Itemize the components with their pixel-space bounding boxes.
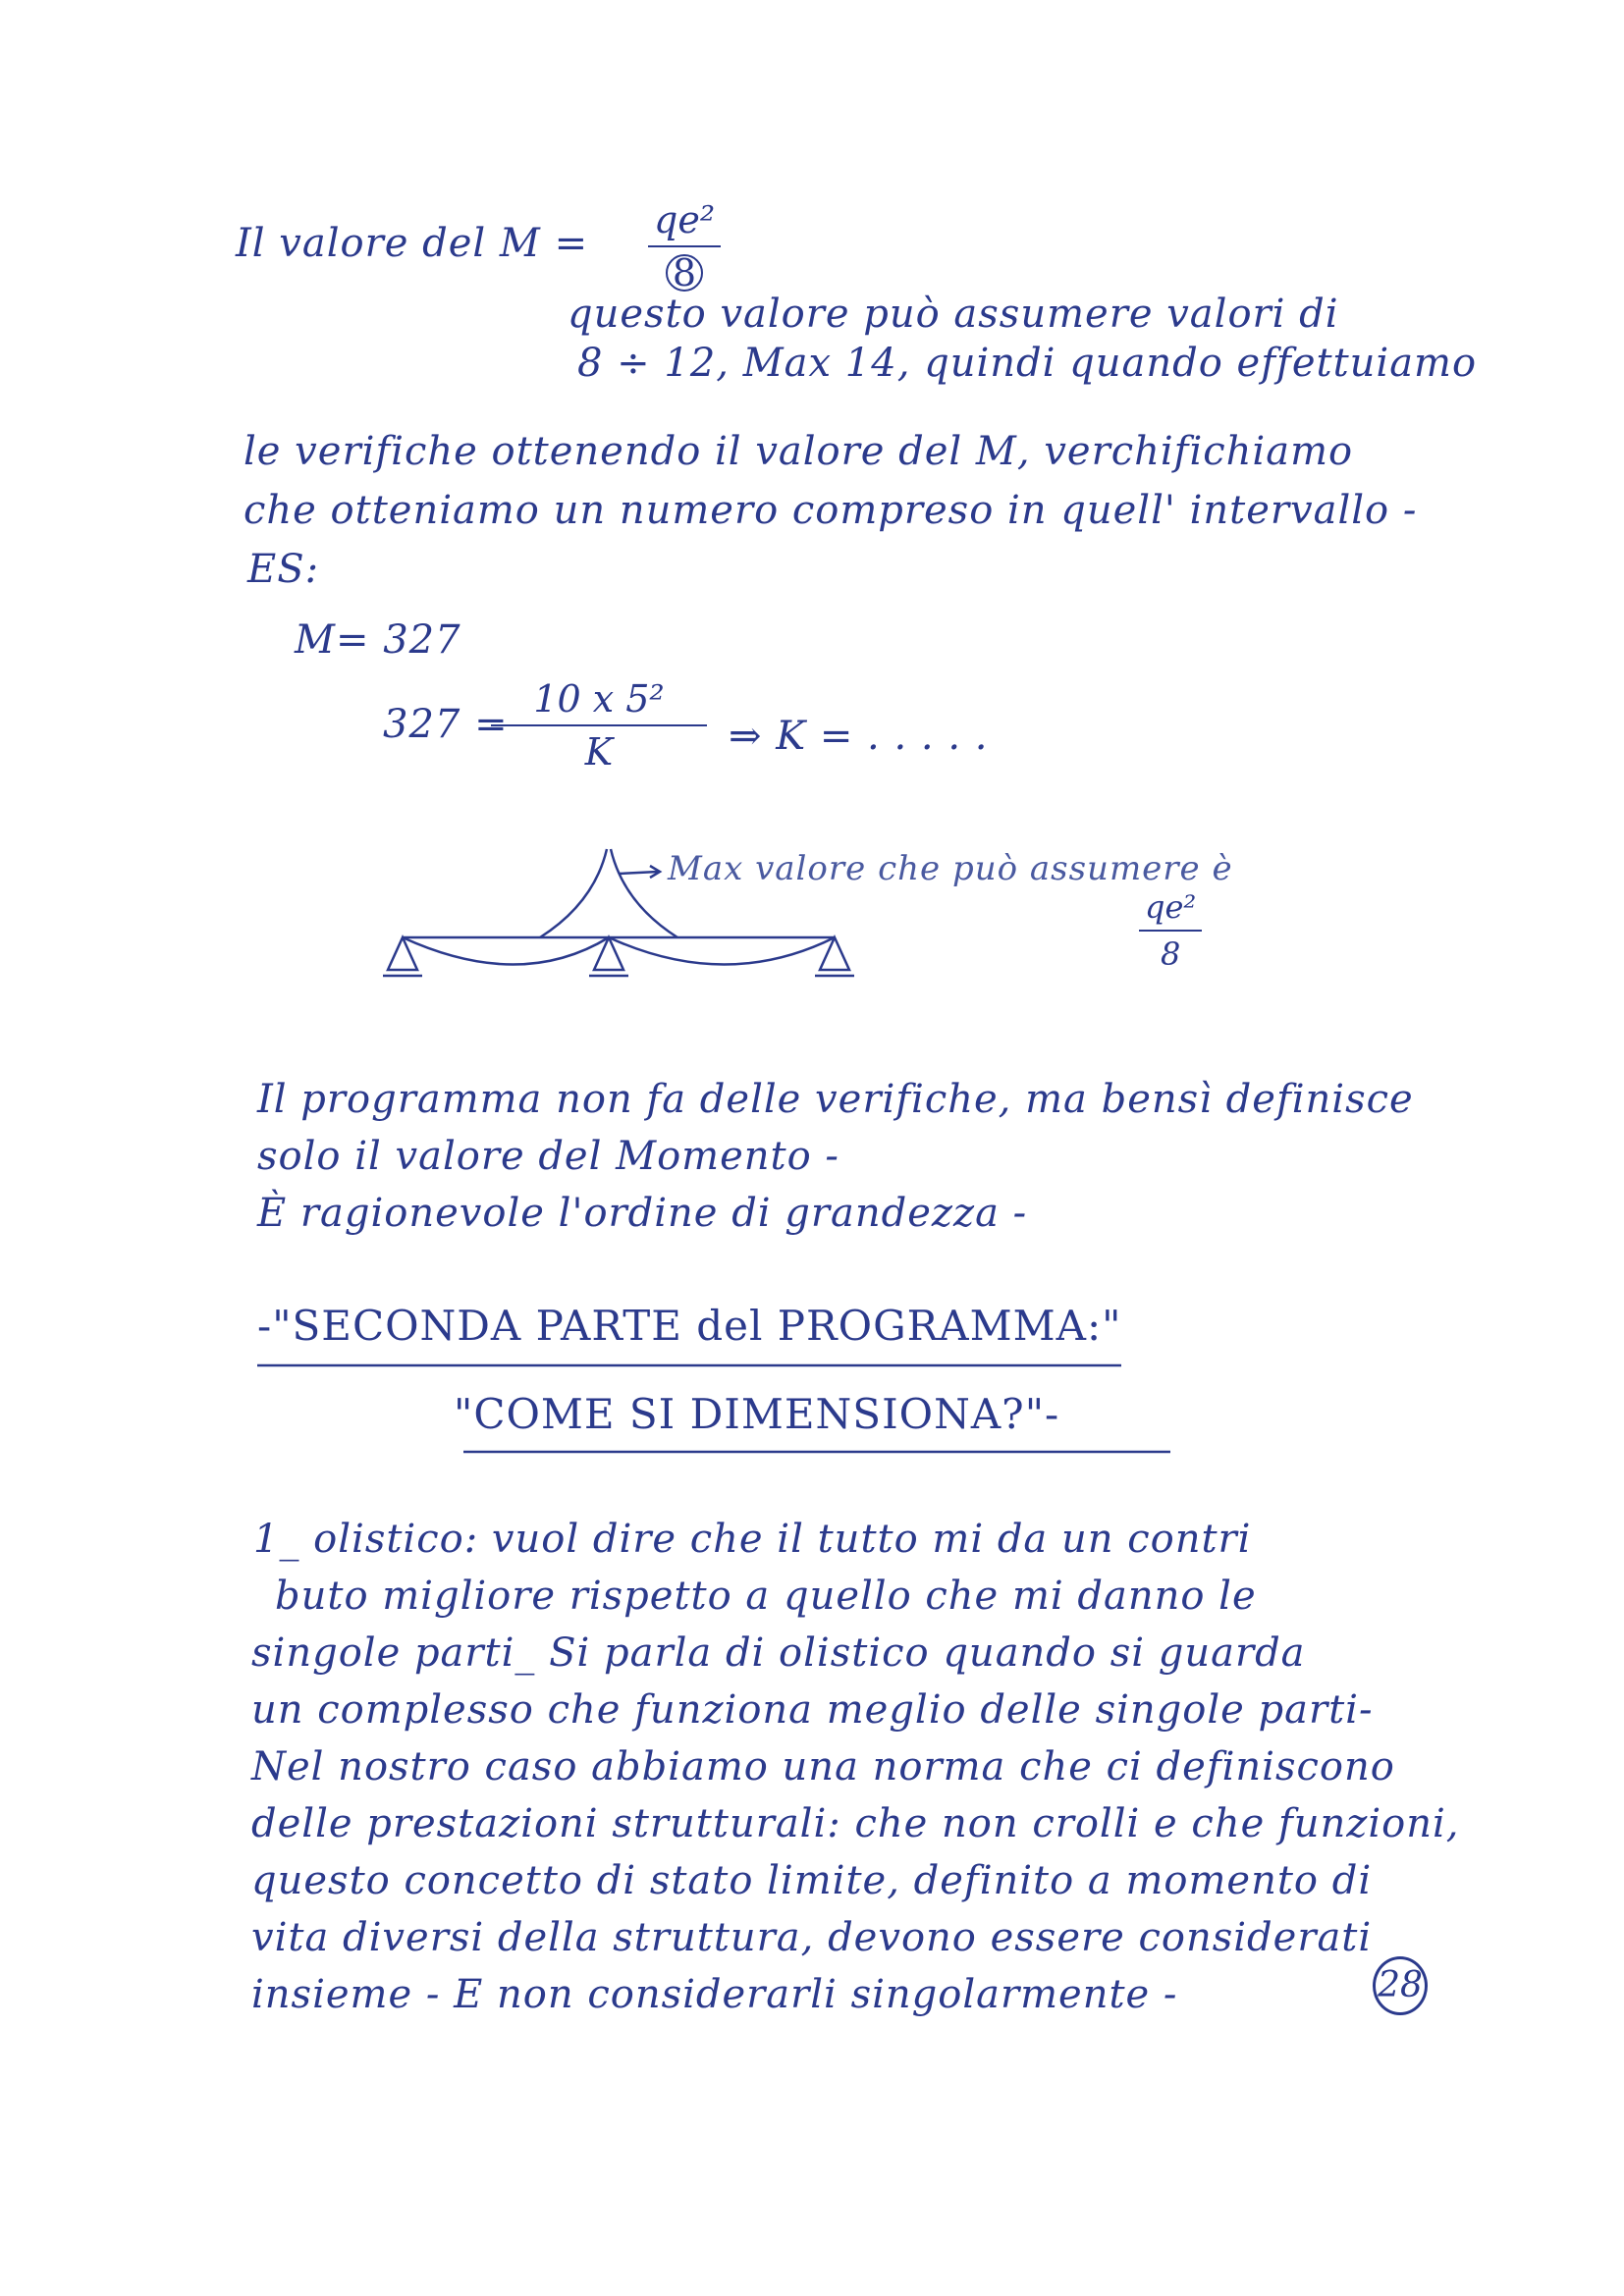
intro-line-3: 8 ÷ 12, Max 14, quindi quando effettuiamo — [577, 341, 1478, 386]
intro-line-1: Il valore del M = — [236, 221, 589, 266]
example-m-value: M= 327 — [295, 617, 461, 663]
example-fraction — [491, 677, 707, 774]
heading-line-1: -"SECONDA PARTE del PROGRAMMA:" — [257, 1302, 1122, 1350]
example-equation-right: ⇒ K = . . . . . — [729, 714, 989, 759]
example-equation-left: 327 = — [383, 702, 509, 747]
para3-line-8: vita diversi della struttura, devono essere considerati — [251, 1915, 1373, 1960]
para2-line-2: solo il valore del Momento - — [257, 1134, 839, 1179]
example-label: ES: — [247, 547, 320, 592]
para3-line-7: questo concetto di stato limite, definito a momento di — [251, 1858, 1373, 1903]
heading-line-2: "COME SI DIMENSIONA?"- — [454, 1390, 1060, 1438]
para3-line-6: delle prestazioni strutturali: che non crolli e che funzioni, — [251, 1801, 1460, 1846]
diagram-fraction — [1139, 888, 1202, 973]
heading-underline-1 — [257, 1362, 1121, 1368]
para1-line-2: che otteniamo un numero compreso in quell' intervallo - — [244, 488, 1418, 533]
intro-fraction-numerator: qe² — [654, 198, 716, 241]
example-fraction-numerator: 10 x 5² — [533, 677, 665, 721]
para3-line-4: un complesso che funziona meglio delle singole parti- — [251, 1687, 1374, 1733]
para3-line-1: 1_ olistico: vuol dire che il tutto mi da un contri — [253, 1517, 1252, 1562]
intro-fraction-denominator — [648, 245, 721, 294]
diagram-annotation: Max valore che può assumere è — [668, 849, 1233, 888]
intro-line-2: questo valore può assumere valori di — [568, 292, 1339, 337]
para2-line-3: È ragionevole l'ordine di grandezza - — [257, 1191, 1028, 1236]
diagram-fraction-numerator: qe² — [1145, 888, 1197, 926]
circled-eight: 8 — [666, 254, 703, 292]
intro-fraction — [648, 198, 721, 294]
para3-line-3: singole parti_ Si parla di olistico quando si guarda — [251, 1630, 1306, 1676]
example-fraction-denominator: K — [491, 724, 707, 774]
para2-line-1: Il programma non fa delle verifiche, ma bensì definisce — [257, 1077, 1414, 1122]
diagram-fraction-denominator: 8 — [1139, 930, 1202, 973]
para3-line-9: insieme - E non considerarli singolarmente - — [251, 1972, 1178, 2017]
page-number: 28 — [1373, 1956, 1428, 2015]
para3-line-5: Nel nostro caso abbiamo una norma che ci definiscono — [251, 1744, 1395, 1789]
para1-line-1: le verifiche ottenendo il valore del M, verchifichiamo — [244, 429, 1354, 474]
heading-underline-2 — [463, 1449, 1170, 1455]
para3-line-2: buto migliore rispetto a quello che mi danno le — [275, 1574, 1257, 1619]
